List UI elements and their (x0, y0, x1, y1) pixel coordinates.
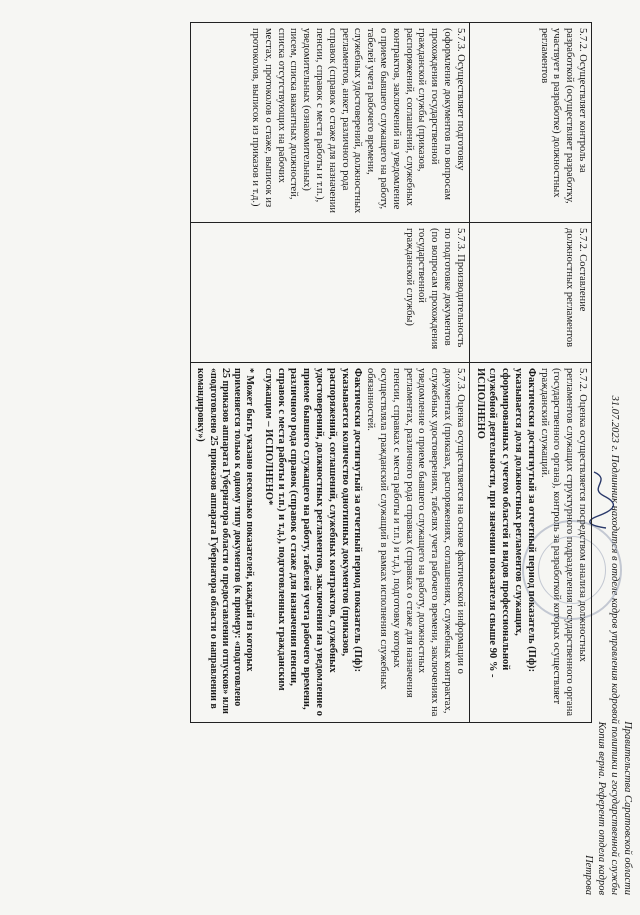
indicator-cell: 5.7.2. Составление должностных регламентов (469, 223, 591, 363)
assessment-cell (191, 363, 470, 723)
certification-line-2: 31.07.2023 г. Подлинник находится в отделе кадров управления кадровой политики и государственной службы (608, 395, 620, 895)
assessment-cell (469, 363, 591, 723)
certification-line-3: Копия верна. Референт отдела кадров (595, 721, 607, 895)
assessment-text: 5.7.2. Оценка осуществляется посредством анализа должностных регламентов служащих структурного подразделения государственного органа (государственного органа), контроль за разработкой которых осуществляет гражданский служащий. (538, 368, 588, 716)
performance-table (190, 22, 592, 723)
table-row (469, 23, 591, 723)
table-row (191, 23, 470, 723)
footnote: * Может быть указано несколько показателей, каждый из которых применяется только к одному типу документов (к примеру: «подготовлено 25 приказов аппарата Губернатора области о предоставлении отпусков» или «подготовлено 25 приказов аппарата Губернатора области о направлении в командировку») (195, 368, 256, 714)
assessment-result: Фактически достигнутый за отчетный период показатель (Пф): указывается количество однотипных документов (приказов, распоряжений, соглашений, служебных контрактов, служебных удостоверений, должностных регламентов, заключения на уведомление о приеме бывшего служащего на работу, табелей учета рабочего времени, различного рода справок (справок о стаже для назначения пенсии, справок с места работы и т.п.) и т.д.), подготовленных гражданским служащим – ИСПОЛНЕНО* (262, 368, 364, 716)
certification-line-4: Петрова (582, 855, 594, 895)
certification-line-1: Правительства Саратовской области (622, 721, 633, 895)
duty-cell: 5.7.3. Осуществляет подготовку (оформление документов по вопросам прохождения государственной гражданской службы (приказов, распоряжений, соглашений, служебных контрактов, заключений на уведомление о приеме бывшего служащего на работу, табелей учета рабочего времени, служебных удостоверений, должностных регламентов, анкет, различного рода справок (справок о стаже для назначении пенсии, справок с места работы и т.п.), уведомительных (ознакомительных) писем, списка вакантных должностей, списка отсутствующих на рабочих местах, протоколов о стаже, выписок из протоколов, выписок из приказов и т.д.) (191, 23, 470, 223)
assessment-text: 5.7.3. Оценка осуществляется на основе фактической информации о документах (приказах, распоряжениях, соглашениях, служебных контрактах, служебных удостоверениях, табелях учета рабочего времени, заключениях на уведомление о приеме бывшего служащего на работу, должностных регламентах, различного рода справках (справках о стаже для назначения пенсии, справках с места работы и т.п.) и т.д.), подготовку которых осуществляла гражданский служащий в рамках исполнения служебных обязанностей. (365, 368, 466, 717)
duty-cell: 5.7.2. Осуществляет контроль за разработкой (осуществляет разработку, участвует в разработке) должностных регламентов (469, 23, 591, 223)
assessment-result: Фактически достигнутый за отчетный период показатель (Пф): указывается доля должностных регламентов служащих, сформированных с учетом областей и видов профессиональной служебной деятельности, при значении показателя свыше 90 % - ИСПОЛНЕНО (474, 368, 537, 678)
indicator-cell: 5.7.3. Производительность по подготовке документов (по вопросам прохождения государственной гражданской службы) (191, 223, 470, 363)
